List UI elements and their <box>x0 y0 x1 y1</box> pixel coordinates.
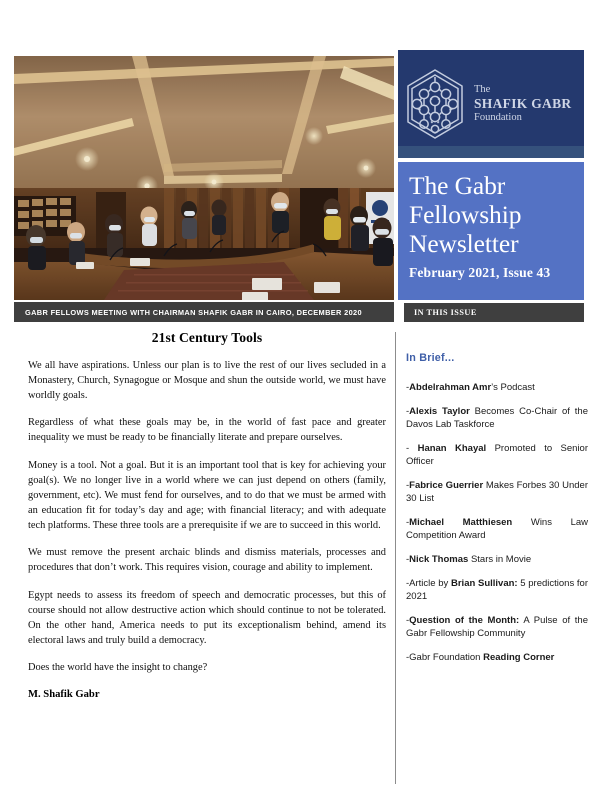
logo-line-the: The <box>474 83 491 95</box>
in-brief-item-dash: - <box>406 479 410 491</box>
in-brief-item-prefix: Gabr Foundation <box>409 652 484 664</box>
in-brief-item[interactable] <box>406 553 588 566</box>
in-brief-item[interactable] <box>406 405 588 432</box>
article-paragraph: We must remove the present archaic blinds and dismiss materials, processes and procedures that don’t work. This requires vision, courage and ability to implement. <box>28 547 386 574</box>
newsletter-title <box>409 171 576 258</box>
in-brief-sidebar <box>406 352 588 675</box>
column-divider <box>395 332 396 784</box>
in-brief-item[interactable] <box>406 614 588 641</box>
in-brief-item-subject: Michael Matthiesen <box>409 517 513 529</box>
logo-line-foundation: Foundation <box>474 111 522 123</box>
foundation-logo-block <box>398 50 584 158</box>
in-brief-item-detail: Stars in Movie <box>468 554 532 566</box>
in-brief-item[interactable] <box>406 442 588 469</box>
in-brief-item-dash: - <box>406 442 418 454</box>
in-brief-item-detail: Becomes Co-Chair of the Davos Lab Taskforce <box>406 405 588 431</box>
in-brief-item-dash: - <box>406 405 410 417</box>
hexagon-lattice-logo-icon <box>404 68 466 140</box>
in-brief-item-subject: Question of the Month: <box>409 615 520 627</box>
in-brief-item-detail: Wins Law Competition Award <box>406 517 588 542</box>
in-brief-item-dash: - <box>406 652 410 664</box>
newsletter-issue-date: February 2021, Issue 43 <box>409 265 551 281</box>
in-brief-item[interactable] <box>406 381 588 394</box>
in-brief-item-detail: Makes Forbes 30 Under 30 List <box>406 479 589 505</box>
photo-caption-bar <box>14 302 394 322</box>
in-brief-heading: In Brief... <box>406 352 455 364</box>
logo-line-name: SHAFIK GABR <box>474 96 572 112</box>
article-paragraph: We all have aspirations. Unless our plan is to live the rest of our lives secluded in a Monastery, Church, Synagogue or Mosque and shun the outside world, we must have worldly goals. <box>28 360 386 401</box>
foundation-logo-wordmark <box>474 84 571 125</box>
in-brief-list <box>406 381 588 664</box>
newsletter-title-line-1: The Gabr <box>409 171 506 200</box>
photo-caption-text: GABR FELLOWS MEETING WITH CHAIRMAN SHAFIK GABR IN CAIRO, DECEMBER 2020 <box>25 307 362 317</box>
in-brief-item-detail: A Pulse of the Gabr Fellowship Community <box>406 615 588 640</box>
newsletter-title-line-2: Fellowship <box>409 200 522 230</box>
meeting-photo <box>14 56 394 300</box>
newsletter-title-line-3: Newsletter <box>409 229 519 259</box>
meeting-photo-graphic <box>14 56 394 300</box>
article-paragraph: Egypt needs to assess its freedom of speech and democratic processes, but this of course should not allow destructive action which should continue to not be tolerated. On the other hand, America needs to put its exceptionalism behind, amend its electoral laws and truly build a democracy. <box>28 589 386 646</box>
in-brief-item-subject: Brian Sullivan: <box>451 577 518 589</box>
in-brief-item-dash: - <box>406 382 410 393</box>
article-title: 21st Century Tools <box>151 330 263 345</box>
in-brief-item-subject: Fabrice Guerrier <box>409 479 484 491</box>
in-brief-item-dash: - <box>406 517 410 529</box>
in-brief-item-dash: - <box>406 577 410 589</box>
in-brief-item-detail: Promoted to Senior Officer <box>406 442 588 468</box>
in-brief-item-subject: Abdelrahman Amr <box>409 382 492 393</box>
in-brief-item-dash: - <box>406 554 410 566</box>
article-paragraph: Money is a tool. Not a goal. But it is an important tool that is key for achieving your goal(s). We no longer live in a world where we can just depend on others (family, government, etc). We must fend for ourselves, and to do that we must be armed with an education fit for today’s day and age; with financial literacy; and with adequate tech platforms. These three tools are a prerequisite if we are to succeed in this world. <box>28 459 386 531</box>
in-brief-item-subject: Alexis Taylor <box>409 405 470 417</box>
in-brief-item[interactable] <box>406 479 588 506</box>
in-brief-item-detail: 5 predictions for 2021 <box>406 577 588 603</box>
article-paragraph: Regardless of what these goals may be, in the world of fast pace and greater inequality we must be ready to be financially literate and prepare ourselves. <box>28 417 386 444</box>
in-brief-item-dash: - <box>406 615 410 627</box>
in-brief-item[interactable] <box>406 651 588 664</box>
in-brief-item-subject: Nick Thomas <box>409 554 469 566</box>
article-closing-question: Does the world have the insight to change? <box>28 662 208 674</box>
in-brief-item-subject: Reading Corner <box>483 652 555 664</box>
article-signature: M. Shafik Gabr <box>28 688 100 700</box>
newsletter-title-block <box>398 162 584 300</box>
in-brief-item-prefix: Article by <box>409 577 451 589</box>
in-this-issue-label: IN THIS ISSUE <box>414 308 477 317</box>
in-brief-item[interactable] <box>406 516 588 543</box>
hexagon-lattice-svg <box>404 68 466 140</box>
in-this-issue-bar <box>404 303 584 322</box>
in-brief-item-subject: Hanan Khayal <box>417 442 487 454</box>
in-brief-item-detail: ’s Podcast <box>491 382 535 393</box>
main-article <box>28 330 386 700</box>
logo-bottom-band <box>398 146 584 158</box>
in-brief-item[interactable] <box>406 577 588 604</box>
